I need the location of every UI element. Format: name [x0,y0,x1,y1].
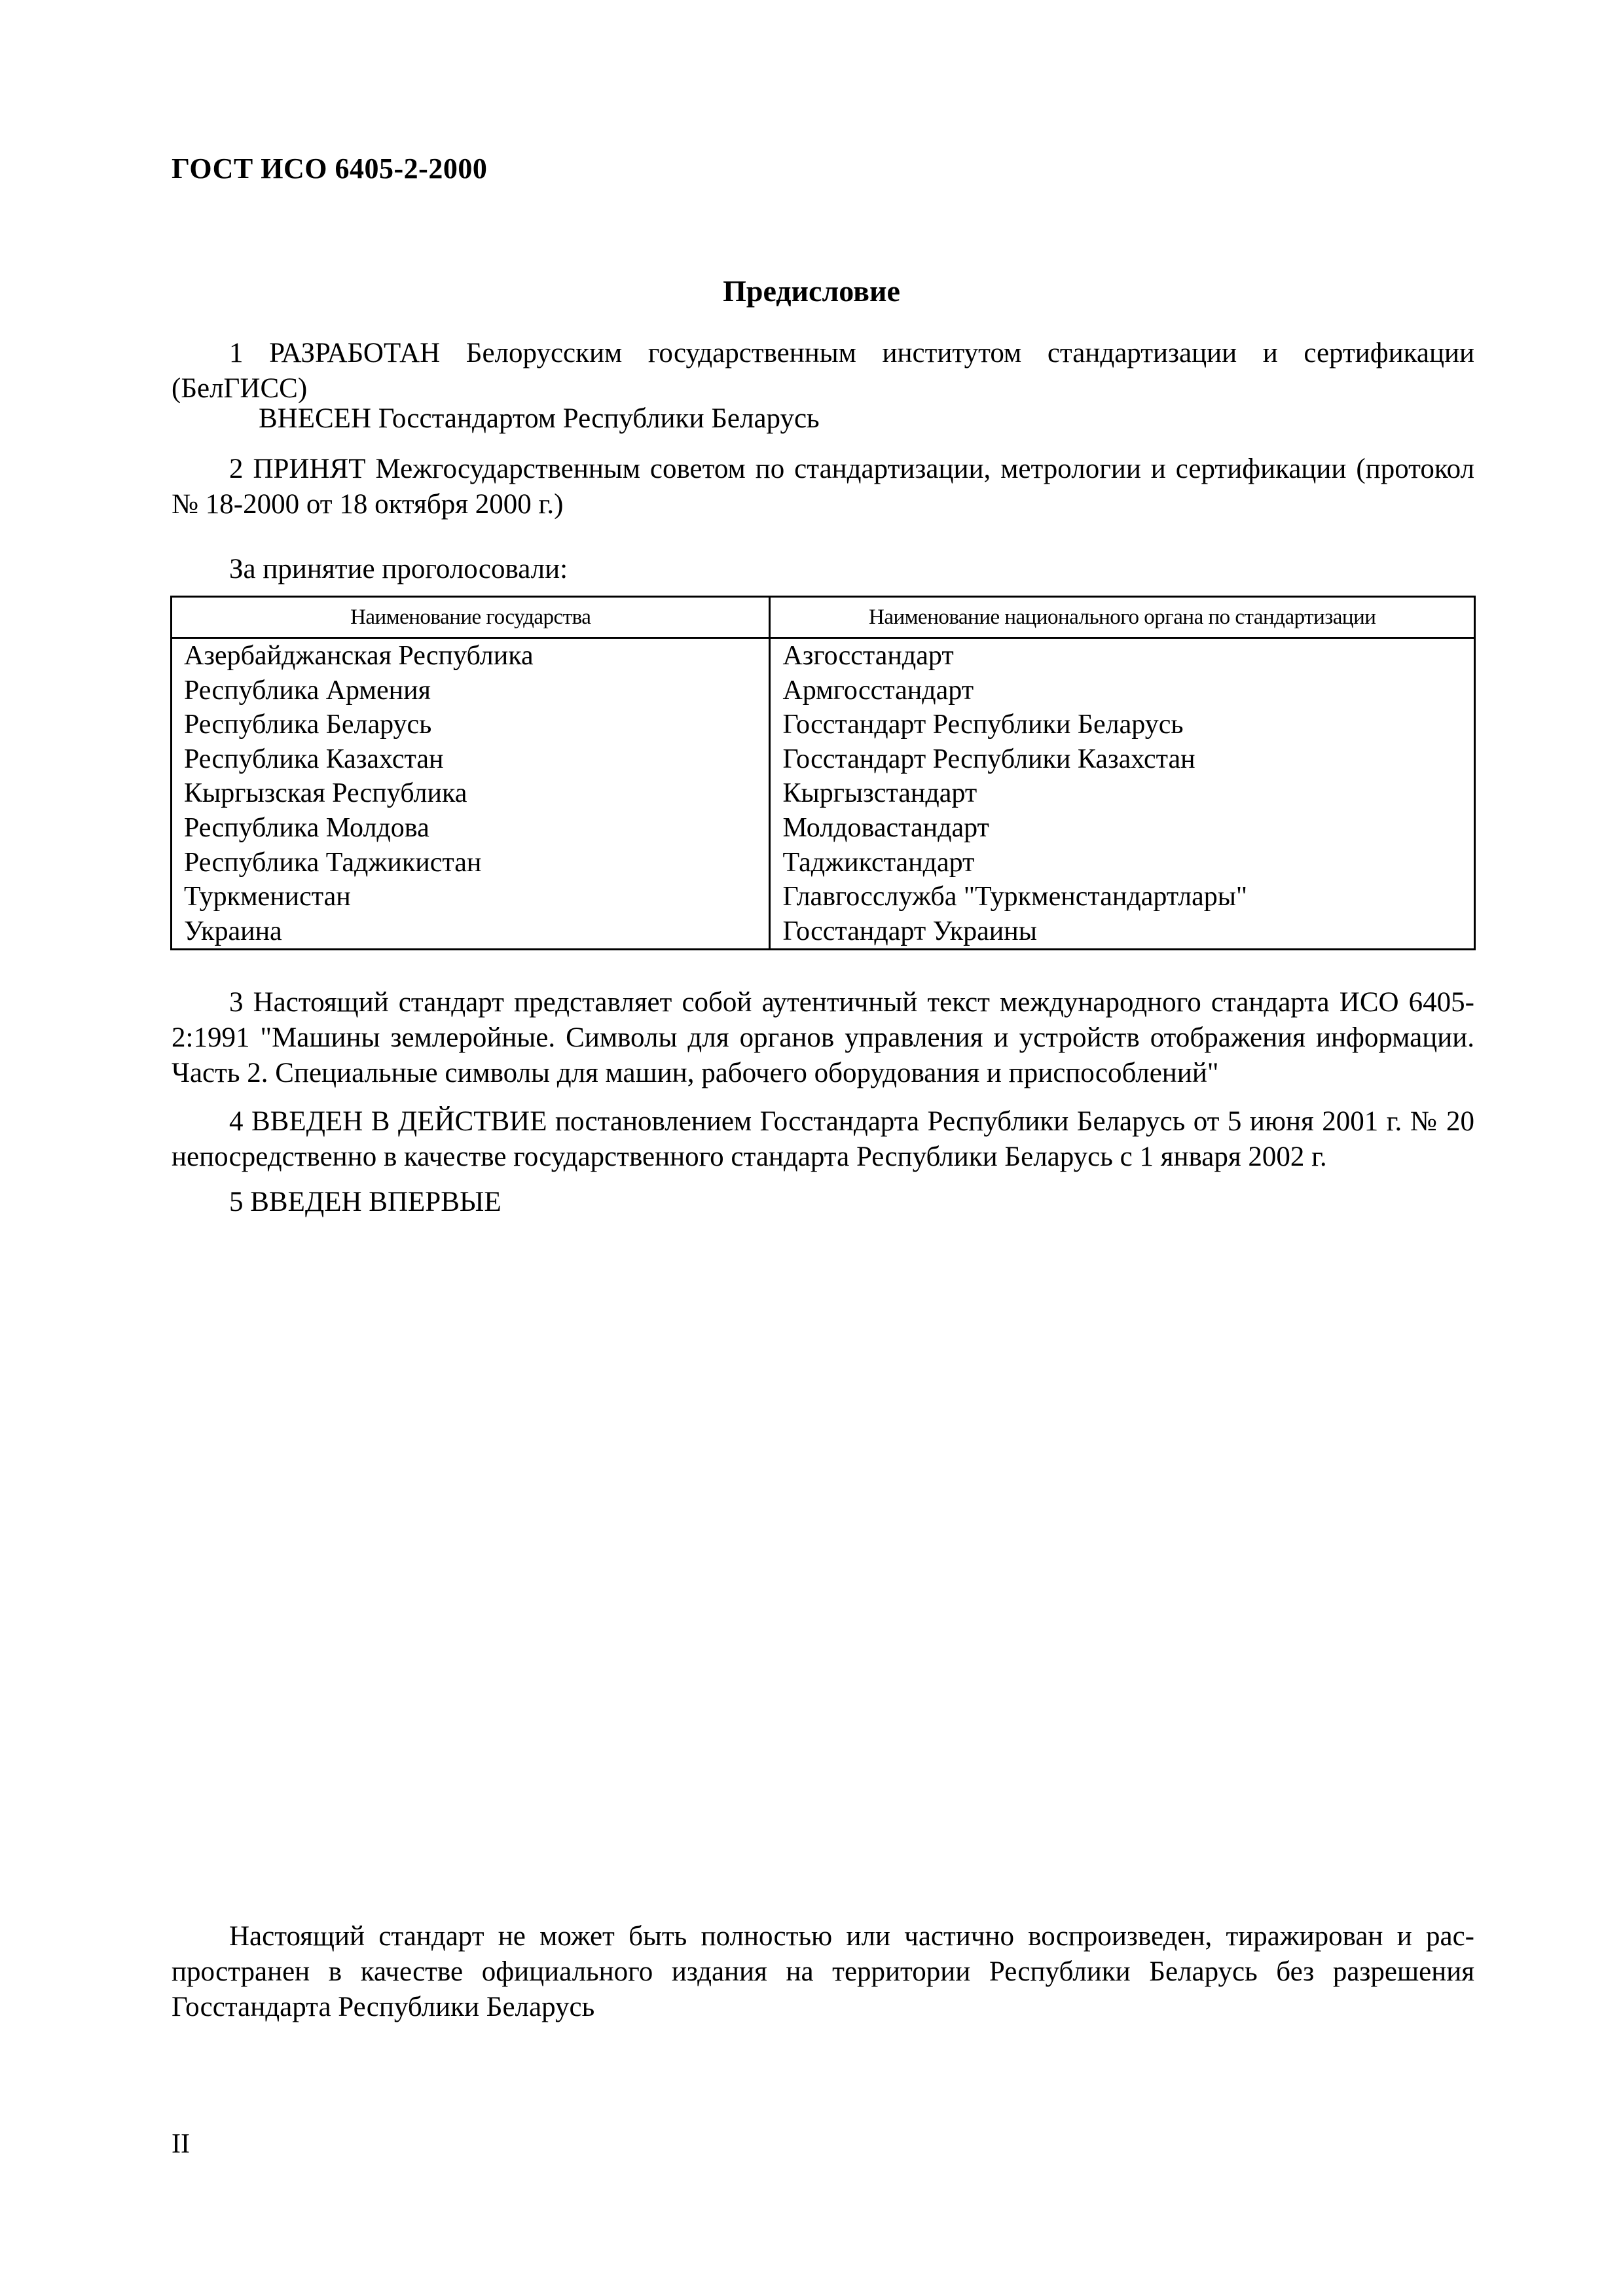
table-cell-body: Молдовастандарт [770,811,1475,846]
table-row [172,776,1475,811]
voting-states-table [170,596,1476,950]
table-cell-body: Таджикстандарт [770,846,1475,880]
table-row [172,880,1475,914]
table-header-standards-body: Наименование национального органа по стандартизации [770,597,1475,638]
table-cell-state: Республика Беларусь [172,708,770,742]
foreword-item-3: 3 Настоящий стандарт представляет собой аутентичный текст международного стандарта ИСО 6405-2:1991 "Машины землеройные. Символы для органов управления и устройств отображения информации. Часть 2. Специальные символы для машин, рабочего оборудования и приспособлений" [172,987,1474,1088]
table-row [172,846,1475,880]
reproduction-notice: Настоящий стандарт не может быть полностью или частично воспроизведен, тиражирован и рас-пространен в качестве официального издания на территории Республики Беларусь без разрешения Госстандарта Республики Беларусь [172,1921,1474,2022]
foreword-item-2: 2 ПРИНЯТ Межгосударственным советом по стандартизации, метрологии и сертификации (протокол № 18-2000 от 18 октября 2000 г.) [172,454,1474,520]
table-row [172,673,1475,708]
page-number: II [172,2129,190,2159]
foreword-title: Предисловие [723,274,900,308]
table-row [172,638,1475,673]
foreword-item-4: 4 ВВЕДЕН В ДЕЙСТВИЕ постановлением Госстандарта Республики Беларусь от 5 июня 2001 г. № 20 непосредственно в качестве государственного стандарта Республики Беларусь с 1 января 2002 г. [172,1106,1474,1172]
table-cell-state: Украина [172,914,770,950]
table-cell-body: Кыргызстандарт [770,776,1475,811]
table-cell-body: Госстандарт Республики Беларусь [770,708,1475,742]
table-cell-state: Азербайджанская Республика [172,638,770,673]
table-cell-state: Республика Таджикистан [172,846,770,880]
table-row [172,811,1475,846]
table-cell-state: Кыргызская Республика [172,776,770,811]
table-row [172,708,1475,742]
table-header-row [172,597,1475,638]
voted-label: За принятие проголосовали: [229,554,568,584]
table-cell-body: Азгосстандарт [770,638,1475,673]
table-cell-state: Республика Казахстан [172,742,770,777]
table-cell-body: Главгосслужба "Туркменстандартлары" [770,880,1475,914]
foreword-item-1-introduced: ВНЕСЕН Госстандартом Республики Беларусь [259,403,820,434]
table-cell-state: Республика Армения [172,673,770,708]
foreword-item-1: 1 РАЗРАБОТАН Белорусским государственным институтом стандартизации и сертификации (БелГИСС) [172,338,1474,404]
table-row [172,742,1475,777]
table-cell-state: Республика Молдова [172,811,770,846]
table-cell-body: Армгосстандарт [770,673,1475,708]
table-cell-body: Госстандарт Украины [770,914,1475,950]
table-cell-body: Госстандарт Республики Казахстан [770,742,1475,777]
table-header-state: Наименование государства [172,597,770,638]
table-cell-state: Туркменистан [172,880,770,914]
foreword-item-5: 5 ВВЕДЕН ВПЕРВЫЕ [229,1187,501,1217]
document-code: ГОСТ ИСО 6405-2-2000 [172,152,488,185]
table-row [172,914,1475,950]
